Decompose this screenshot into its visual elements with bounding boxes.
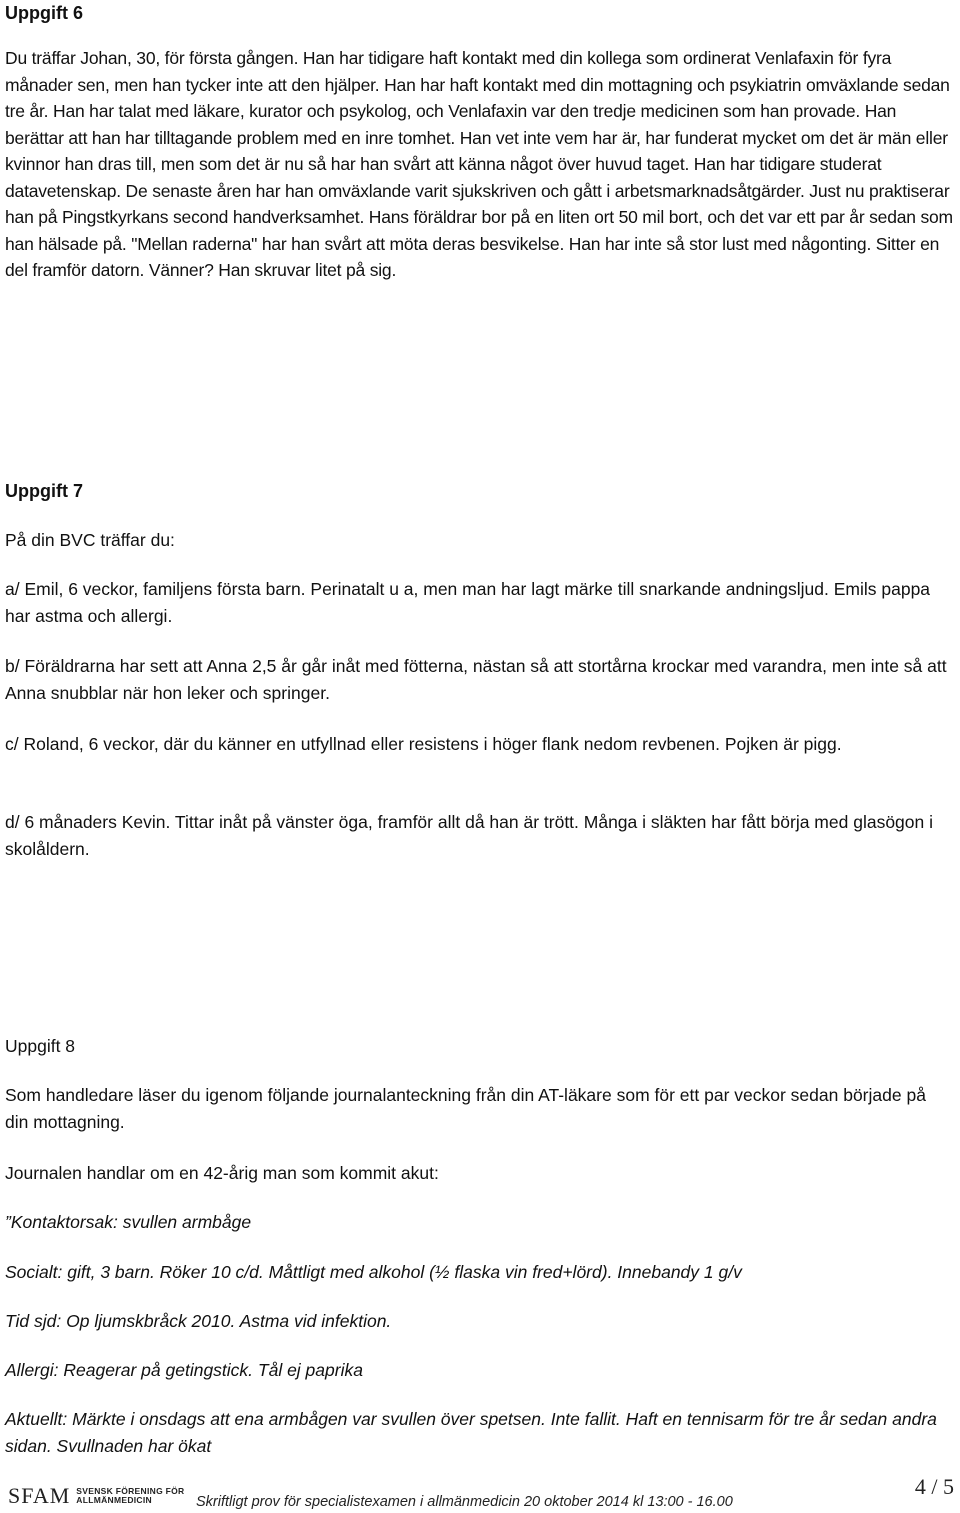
section-7-item-c: c/ Roland, 6 veckor, där du känner en utfyllnad eller resistens i höger flank nedom revbenen. Pojken är pigg. xyxy=(5,734,842,754)
journal-line-contact: ”Kontaktorsak: svullen armbåge xyxy=(5,1212,252,1232)
section-8-intro: Som handledare läser du igenom följande journalanteckning från din AT-läkare som för ett par veckor sedan började på din mottagning. xyxy=(5,1085,926,1132)
sfam-logo-text: SFAM xyxy=(8,1483,71,1508)
section-7-item-b: b/ Föräldrarna har sett att Anna 2,5 år går inåt med fötterna, nästan så att stortårna krockar med varandra, men inte så att Anna snubblar när hon leker och springer. xyxy=(5,656,947,703)
journal-line-history: Tid sjd: Op ljumskbråck 2010. Astma vid infektion. xyxy=(5,1311,392,1331)
section-7-item-a: a/ Emil, 6 veckor, familjens första barn. Perinatalt u a, men man har lagt märke till snarkande andningsljud. Emils pappa har astma och allergi. xyxy=(5,579,931,626)
journal-line-allergy: Allergi: Reagerar på getingstick. Tål ej paprika xyxy=(5,1360,363,1380)
section-6-body: Du träffar Johan, 30, för första gången. Han har tidigare haft kontakt med din kollega som ordinerat Venlafaxin för fyra månader sen, men han tycker inte att den hjälper. Han har haft kontakt med din mottagning och psykiatrin omväxlande sedan tre år. Han har talat med läkare, kurator och psykolog, och Venlafaxin var den tredje medicinen som han provade. Han berättar att han har tilltagande problem med en inre tomhet. Han vet inte vem har är, har funderat mycket om det är män eller kvinnor han dras till, men som det är nu så har han svårt att känna något över huvud taget. Han har tidigare studerat datavetenskap. De senaste åren har han omväxlande varit sjukskriven och gått i arbetsmarknadsåtgärder. Just nu praktiserar han på Pingstkyrkans second handverksamhet. Hans föräldrar bor på en liten ort 50 mil bort, och det var ett par år sedan som han hälsade på. "Mellan raderna" har han svårt att möta deras besvikelse. Han har inte så stor lust med någonting. Sitter en del framför datorn. Vänner? Han skruvar litet på sig. xyxy=(5,48,953,280)
sfam-logo-subtitle-line-2: ALLMÄNMEDICIN xyxy=(76,1495,152,1505)
section-8-title: Uppgift 8 xyxy=(5,1036,76,1056)
sfam-logo-subtitle xyxy=(76,1487,184,1505)
section-8-journal-intro: Journalen handlar om en 42-årig man som kommit akut: xyxy=(5,1163,439,1183)
journal-line-social: Socialt: gift, 3 barn. Röker 10 c/d. Måttligt med alkohol (½ flaska vin fred+lörd). Innebandy 1 g/v xyxy=(5,1262,742,1282)
section-7-item-d: d/ 6 månaders Kevin. Tittar inåt på vänster öga, framför allt då han är trött. Många i släkten har fått börja med glasögon i skolåldern. xyxy=(5,812,933,859)
section-7-title: Uppgift 7 xyxy=(5,481,83,501)
journal-line-current: Aktuellt: Märkte i onsdags att ena armbågen var svullen över spetsen. Inte fallit. Haft en tennisarm för tre år sedan andra sidan. Svullnaden har ökat xyxy=(5,1409,937,1456)
section-6-title: Uppgift 6 xyxy=(5,3,83,23)
footer-exam-text: Skriftligt prov för specialistexamen i allmänmedicin 20 oktober 2014 kl 13:00 - 16.00 xyxy=(196,1494,733,1510)
sfam-logo-subtitle-line-1: SVENSK FÖRENING FÖR xyxy=(76,1486,185,1496)
page-number: 4 / 5 xyxy=(914,1474,954,1499)
section-7-intro: På din BVC träffar du: xyxy=(5,530,175,550)
sfam-logo xyxy=(8,1483,184,1509)
